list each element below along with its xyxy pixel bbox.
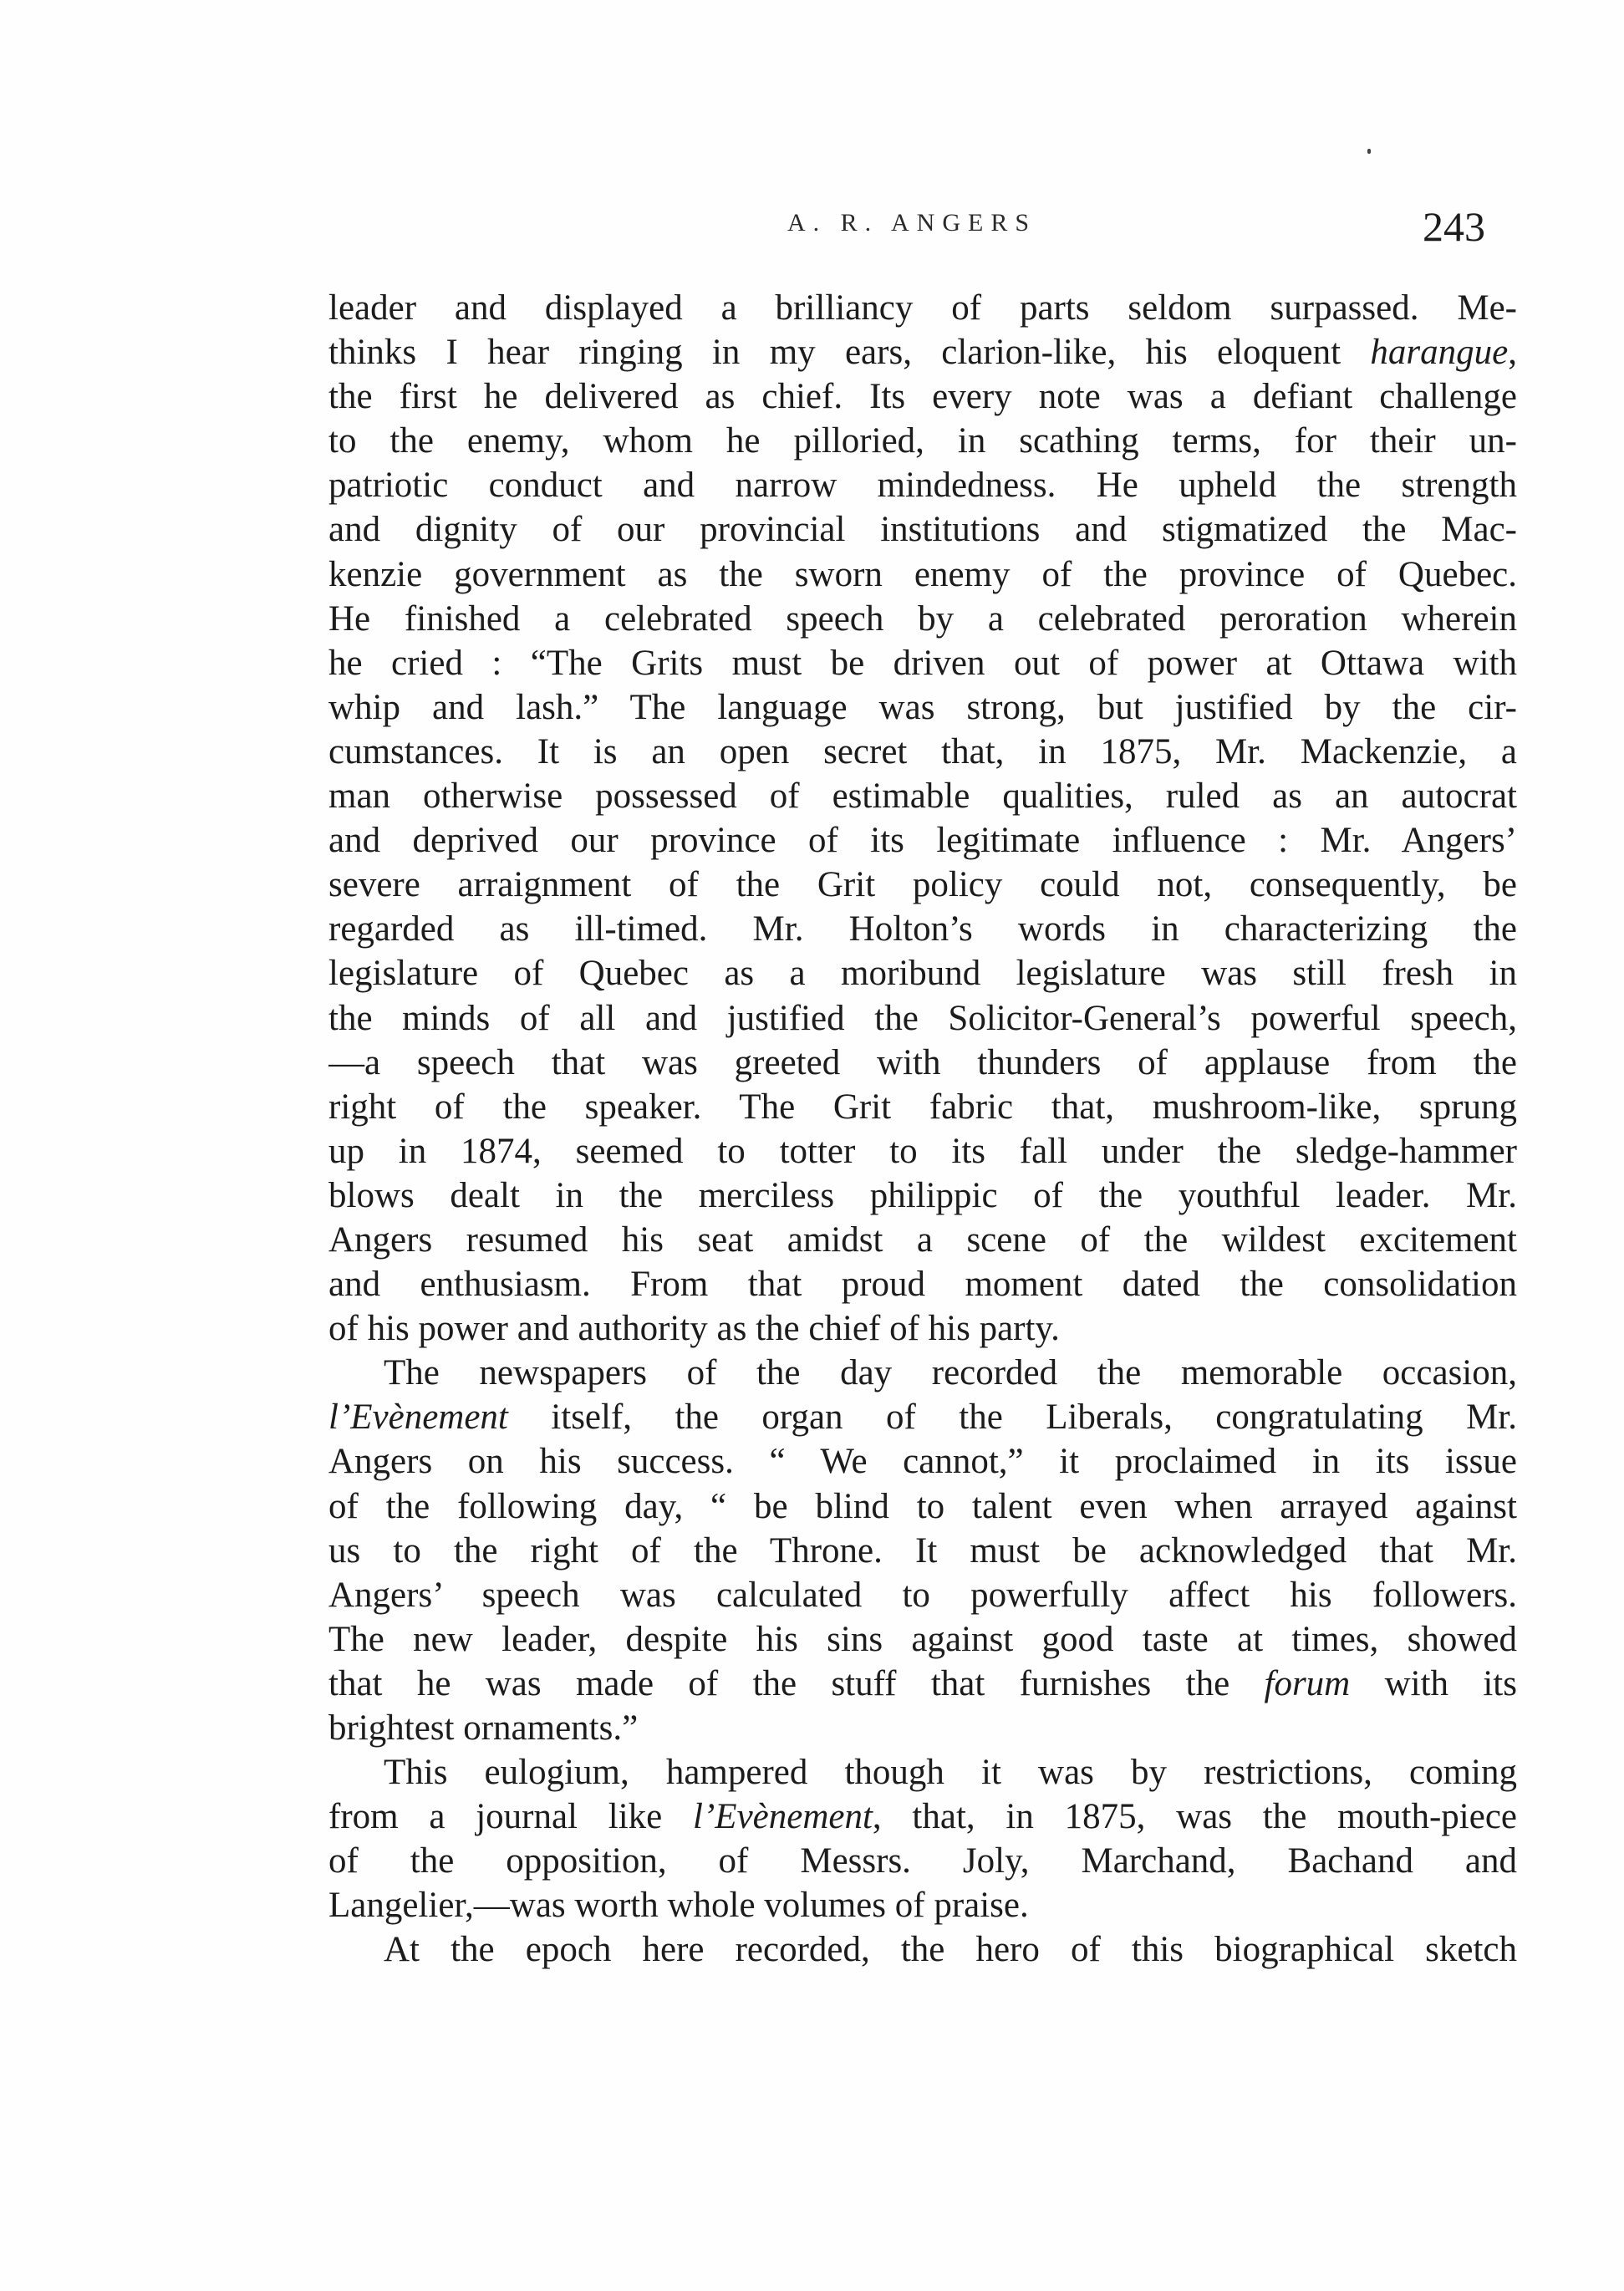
text-line: [328, 1662, 1517, 1706]
text-line: [328, 1218, 1517, 1262]
text-line: [328, 685, 1517, 730]
text-line: [328, 463, 1517, 507]
text-run: up in 1874, seemed to totter to its fall under the sledge-hammer: [328, 1131, 1517, 1171]
text-line: [328, 1839, 1517, 1883]
text-line: [328, 774, 1517, 818]
text-line: [328, 374, 1517, 419]
text-run: us to the right of the Throne. It must be acknowledged that Mr.: [328, 1530, 1517, 1571]
text-run: patriotic conduct and narrow mindedness. He upheld the strength: [328, 466, 1517, 506]
text-run: brightest ornaments.”: [328, 1708, 639, 1748]
text-line: [328, 1262, 1517, 1306]
text-run: whip and lash.” The language was strong, but justified by the cir-: [328, 687, 1517, 727]
paragraph: [328, 1927, 1517, 1972]
text-run: This eulogium, hampered though it was by restrictions, coming: [384, 1753, 1517, 1793]
text-line: [328, 286, 1517, 330]
text-line: [328, 818, 1517, 863]
text-run: thinks I hear ringing in my ears, clarion-like, his eloquent: [328, 333, 1371, 373]
text-line: [328, 641, 1517, 685]
text-run: right of the speaker. The Grit fabric that, mushroom-like, sprung: [328, 1087, 1517, 1127]
text-line: [328, 597, 1517, 641]
text-line: [328, 1617, 1517, 1662]
text-run: the first he delivered as chief. Its every note was a defiant challenge: [328, 377, 1517, 417]
text-line: [328, 1529, 1517, 1573]
text-run: of the opposition, of Messrs. Joly, Marchand, Bachand and: [328, 1841, 1517, 1881]
text-run: leader and displayed a brilliancy of parts seldom surpassed. Me-: [328, 288, 1517, 328]
text-line: [328, 552, 1517, 597]
text-line: [328, 1041, 1517, 1085]
text-line: [328, 1085, 1517, 1129]
text-run: He finished a celebrated speech by a celebrated peroration wherein: [328, 598, 1517, 639]
text-line: [328, 507, 1517, 552]
text-line: [328, 1395, 1517, 1439]
text-line: [328, 1750, 1517, 1795]
text-run: to the enemy, whom he pilloried, in scathing terms, for their un-: [328, 421, 1517, 461]
text-run: Angers’ speech was calculated to powerfully affect his followers.: [328, 1575, 1517, 1615]
text-run: with its: [1350, 1663, 1517, 1703]
italic-phrase: l’Evènement: [693, 1797, 873, 1837]
text-run: cumstances. It is an open secret that, in 1875, Mr. Mackenzie, a: [328, 731, 1517, 771]
text-run: The new leader, despite his sins against good taste at times, showed: [328, 1619, 1517, 1659]
text-line: [328, 907, 1517, 951]
body-text: [328, 286, 1517, 1973]
text-run: kenzie government as the sworn enemy of the province of Quebec.: [328, 554, 1517, 594]
paragraph: [328, 286, 1517, 1351]
text-line: [328, 330, 1517, 374]
text-run: he cried : “The Grits must be driven out of power at Ottawa with: [328, 643, 1517, 683]
text-line: [328, 1306, 1517, 1351]
ink-speck: [1367, 149, 1371, 154]
text-run: of the following day, “ be blind to talent even when arrayed against: [328, 1486, 1517, 1526]
text-line: [328, 1883, 1517, 1927]
text-run: legislature of Quebec as a moribund legislature was still fresh in: [328, 954, 1517, 994]
text-run: severe arraignment of the Grit policy could not, consequently, be: [328, 865, 1517, 905]
text-line: [328, 1351, 1517, 1395]
running-title: A. R. ANGERS: [787, 209, 1037, 237]
text-run: the minds of all and justified the Solicitor-General’s powerful speech,: [328, 998, 1517, 1038]
text-run: itself, the organ of the Liberals, congratulating Mr.: [507, 1398, 1517, 1438]
text-line: [328, 1484, 1517, 1529]
text-run: Angers resumed his seat amidst a scene of the wildest excitement: [328, 1219, 1517, 1260]
text-run: , that, in 1875, was the mouth-piece: [872, 1797, 1517, 1837]
text-line: [328, 1795, 1517, 1839]
text-line: [328, 1129, 1517, 1174]
text-line: [328, 996, 1517, 1041]
text-line: [328, 1174, 1517, 1218]
paragraph: [328, 1351, 1517, 1750]
italic-phrase: harangue: [1370, 333, 1509, 373]
text-run: Angers on his success. “ We cannot,” it proclaimed in its issue: [328, 1442, 1517, 1482]
text-line: [328, 1706, 1517, 1750]
text-run: —a speech that was greeted with thunders of applause from the: [328, 1042, 1517, 1082]
text-run: and dignity of our provincial institutions and stigmatized the Mac-: [328, 510, 1517, 550]
paragraph: [328, 1750, 1517, 1927]
text-run: Langelier,—was worth whole volumes of praise.: [328, 1886, 1029, 1926]
text-line: [328, 1573, 1517, 1617]
text-run: The newspapers of the day recorded the memorable occasion,: [384, 1353, 1517, 1393]
text-run: At the epoch here recorded, the hero of this biographical sketch: [384, 1930, 1517, 1970]
italic-phrase: forum: [1264, 1663, 1351, 1703]
text-run: and enthusiasm. From that proud moment dated the consolidation: [328, 1265, 1517, 1305]
text-run: blows dealt in the merciless philippic of the youthful leader. Mr.: [328, 1175, 1517, 1215]
text-run: and deprived our province of its legitimate influence : Mr. Angers’: [328, 821, 1517, 861]
text-run: regarded as ill-timed. Mr. Holton’s words in characterizing the: [328, 909, 1517, 949]
text-line: [328, 863, 1517, 907]
text-run: man otherwise possessed of estimable qualities, ruled as an autocrat: [328, 776, 1517, 817]
page-number: 243: [1423, 203, 1485, 250]
text-run: that he was made of the stuff that furnishes the: [328, 1663, 1265, 1703]
text-run: from a journal like: [328, 1797, 694, 1837]
text-line: [328, 1927, 1517, 1972]
text-line: [328, 730, 1517, 774]
text-line: [328, 419, 1517, 463]
text-line: [328, 1439, 1517, 1484]
text-line: [328, 951, 1517, 995]
running-header: [0, 202, 1624, 252]
italic-phrase: l’Evènement: [328, 1398, 508, 1438]
text-run: of his power and authority as the chief of his party.: [328, 1309, 1060, 1349]
text-run: ,: [1508, 333, 1517, 373]
